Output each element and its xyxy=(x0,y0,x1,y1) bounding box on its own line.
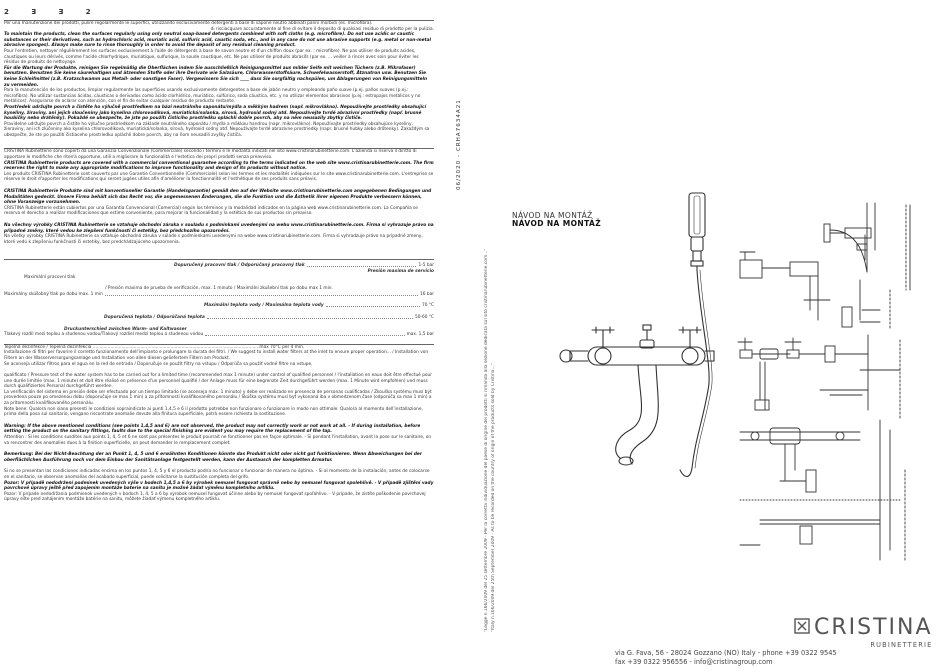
address-line-2: fax +39 0322 956556 - info@cristinagroup.com xyxy=(615,658,773,666)
section-header: 2 Ǝ Ǝ 2 xyxy=(4,8,101,16)
law-notice-en: "Italy n.166/2009 del 25th September 2009 - As to be recorded on the country of origin of the products sold by Cristina..." xyxy=(491,363,496,632)
logo-mark-icon xyxy=(794,618,810,634)
maintenance-fr: Pour l'entretien, nettoyer régulièrement les surfaces exclusivement à l'aide de détergents à base de savon neutre et d'un chiffon doux (par ex. : microfibre). Ne pas utiliser de produits acides, caustiques ou leurs dérivés, comme l'acide chlorhydrique, muriatique, sulfurique, la soude caustique, etc. Ne pas utiliser de produits abrasifs (par ex. ... veiller à rincer avec soin pour éviter les résidus de produits de nettoyage. xyxy=(4,48,419,66)
manual-text-column xyxy=(4,8,434,668)
warranty-es: CRISTINA Rubinetterie están cubiertos por una Garantía Convencional (Comercial) según los términos y la modalidad indicados en la página web www.cristinarubinetterie.com. La Compañía se reserva el derecho a realizar modificaciones que estime conveniente, para mejorar la funcionalidad y la estética de sus productos sin preaviso. xyxy=(4,205,418,217)
hand-shower-head xyxy=(689,193,705,270)
note-8: Attention : Si les conditions susdites aux points 1, 4, 5 et 6 ne sont pas présentes le produit pourrait ne fonctionner pas en façon optimale. - Si pendant l'installation, avant la pose sur le sanitaire, on va rencontrer des anomalies dues à la finition superficielle, on peut demander le remplacement complet. xyxy=(4,435,432,446)
test-pressure-value: 16 bar xyxy=(420,291,434,297)
warranty-sk: Na všetky výrobky CRISTINA Rubinetterie sa vzťahuje obchodná záruka v súlade s podmienkami uvedenými na webe www.cristinarubinetterie.com. Firma si vyhradzuje právo na prípadné zmeny, ktoré vedú k zlepšeniu funkčnosti či estetiky, bez predchádzajúceho upozornenia. xyxy=(4,234,423,245)
warranty-de: CRISTINA Rubinetterie Produkte sind mit konventioneller Garantie (Handelsgarantie) gemäß den auf der Website www.cristinarubinetterie.com angegebenen Bedingungen und Modalitäten gedeckt. Unsere Firma behält sich das Recht vor, die angemessenen Änderungen, die die Funktion und die Ästhetik ihrer eigenen Produkte verbessern können, ohne Voranzeige vorzunehmen. xyxy=(4,189,432,206)
warranty-en: CRISTINA Rubinetterie products are covered with a commercial conventional guarantee according to the terms indicated on the web site www.cristinarubinetterie.com. The firm reserves the right to make any appropriate modifications to improve functionality and design of its products without notice. xyxy=(4,160,434,172)
instructions-title: NÁVOD NA MONTÁŽ xyxy=(512,211,593,220)
maintenance-it: Per una manutenzione dei prodotti, pulire regolarmente le superfici, utilizzando esclusivamente detergenti a base di sapone neutro abbinati panni morbidi (es. microfibra). xyxy=(4,21,373,26)
company-address xyxy=(615,649,837,667)
note-11: Pozor: V případě nedodržení podmínek uvedených výše v bodech 1,4,5 a 6 by výrobek nemusel fungovat správně nebo by nemusel fungovat spolehlivě. - V případě zjištění vady povrchové úpravy ještě před zapojením montáže baterie na sanitu je možné žádat výměnu kompletního artiklu. xyxy=(4,480,434,492)
logo-name: CRISTINA xyxy=(814,615,933,640)
diff-label-cz: Tlakový rozdíl mezi teplou a studenou vodou/Tlakový rozdiel medzi teplou a studenou vodou xyxy=(4,332,204,338)
cristina-logo xyxy=(814,615,933,649)
installation-diagram-lower xyxy=(738,335,900,420)
maintenance-sk: Pravidelne udržujte povrch a čistite ho výlučne prostriedkom na základe neutrálneho saponátu / mydla a mäkkou handrou (napr. mikrovlákno). Nepoužívajte prostriedky obsahujúce kyseliny, žieraviny, ani ich zlúčeniny ako kyselina chlorovodíková, muriatická/solanka, sírová, hydroxid sodný atď. Nepoužívajte tvrdé abrazívne prostriedky (napr. brusné hubky alebo drôtenky). Zakaždým sa ubezpečte, že ste po použití čistiaceho prostriedku opláchli dobre povrch, aby na ňom neusadili zvyšky čističa. xyxy=(4,121,430,138)
note-4: qualificato / Pressure test of the water system has to be carried out for a limited time (recommended max 1 minute) under control of qualified personnel / l'installation en eaux doit être effectué pour une durée limitée (max. 1 minute) et doit être réalisé en présence d'un personnel qualifié / der Anlage muss für eine begrenzte Zeit durchgeführt werden (max. 1 Minute wird empfohlen) und muss durch qualifiziertes Personal durchgeführt werden. xyxy=(4,373,433,390)
note-3: Se aconseja utilizar filtros para el agua en la red de entrada / Doporučuje se použít filtry na vstupu / Odporúča sa použiť vodné filtre na vstupe. xyxy=(4,361,313,367)
note-12: Pozor: V prípade nedodržania podmienok uvedených v bodoch 1, 4, 5 a 6 by výrobok nemusel fungovať účinne alebo by nemusel fungovať spoľahlivo. - V prípade, že zistíte poškodenie povrchovej úpravy ešte pred zahájením montáže batérie na sanitu, môžete žiadať výmenu kompletného artiklu. xyxy=(4,491,426,503)
note-1: Tepelná dezinfekce / Tepelná dezinfekcia ..........................................................................................................................max 70°C per 4 min. xyxy=(4,344,305,350)
mixer-body xyxy=(560,325,714,365)
logo-subtitle: RUBINETTERIE xyxy=(870,641,933,649)
maintenance-it-2: di risciacquare accuratamente al fine di evitare il deposito di qualsiasi residuo di prodotto per la pulizia. xyxy=(210,26,434,32)
note-5: La verificación del sistema en presión debe ser efectuado por un tiempo limitado (se aconseja máx. 1 minuto) y debe ser realizado en presencia de personas cualificadas / Zkouška systému musí být provedena pouze po omezenou dobu (doporučuje se max 1 min) a za přítomnosti kvalifikovaného personálu / Skúška systému musí byť vykonaná iba v obmedzenom čase (odporúča sa max 1 min) a za prítomnosti kvalifikovaného personálu. xyxy=(4,389,432,407)
doc-code: 06/2020 - CRHA7634A21 xyxy=(456,99,462,190)
note-10: Si no se presentan las condiciones indicadas encima en los puntos 1, 4, 5 y 6 el producto podría no funcionar o funcionar de manera no óptima. - Si al momento de la instalación, antes de colocarse en el sanitario, se observan anomalías del acabado superficial, puede solicitarse la sustitución completa del grifo. xyxy=(4,469,430,480)
warranty-it: CRISTINA Rubinetterie sono coperti da una Garanzia Convenzionale (Commerciale) secondo i termini e le modalità indicati nel sito www.cristinarubinetterie.com. L'azienda si riserva il diritto di apportare le modifiche che riterrà opportune, utili a migliorare la funzionalità e l'estetica dei propri prodotti senza preavviso. xyxy=(4,149,417,161)
warranty-cz: Na všechny výrobky CRISTINA Rubinetterie se vztahuje obchodní záruka v souladu s podmínkami uvedenými na webu www.cristinarubinetterie.com. Firma si vyhrazuje právo na případné změny, které vedou ke zlepšení funkčnosti či estetiky, bez předchozího upozornění. xyxy=(4,223,434,234)
temp-label: Maximální teplota vody / Maximálna teplota vody xyxy=(204,303,324,309)
maintenance-en: To maintain the products, clean the surfaces regularly using only neutral soap-based detergents combined with soft cloths (e.g. microfibre). Do not use acidic or caustic substances or their derivatives, such as hydrochloric acid, muriatic acid, sulfuric acid, caustic soda, etc., and in any case do not use abrasive supports (e.g. metal or non-metal abrasive sponges). Always make sure to rinse thoroughly in order to avoid the deposit of any residual cleaning product. xyxy=(4,32,431,49)
warranty-fr: Les produits CRISTINA Rubinetterie sont couverts par une Garantie Conventionnelle (Commerciale) selon les termes et les modalités indiquées sur le site www.cristinarubinetterie.com. L'entreprise se réserve le droit d'apporter les modifications qui seront jugées utiles afin d'améliorer la fonctionnalité et l'esthétique de ses produits sans préavis. xyxy=(4,171,434,183)
note-7: Warning: If the above mentioned conditions (see points 1,4,5 and 6) are not observed, the product may not correctly work or not work at all. - If during installation, before setting the product on the sanitary fittings, faults due to the special finishing are evident you may require the replacement of the tap. xyxy=(4,423,421,435)
maintenance-cz: Prostředek udržujte povrch a čistěte ho výlučně prostředkem na bázi neutrálního saponátu/mýdla a měkkým hadrem (např. mikrovlákno). Nepoužívejte prostředky obsahující kyseliny, žíraviny, ani jejich sloučeniny jako kyselina chlorovodíková, muriatická/solanka, sírová, hydroxid sodný atd. Nepoužívejte tvrdé abrazivní prostředky (např. brusné houbičky nebo drátěnky). Pokaždé se ubezpečte, že jste po použití čisticího prostředku opláchli dobře povrch, aby na něm neusazily zbytky čističe. xyxy=(4,104,427,122)
divider xyxy=(4,259,434,260)
max-pressure-label: Maximální pracovní tlak xyxy=(24,274,76,280)
notes-section xyxy=(4,345,434,503)
test-pressure: / Presión maxima de prueba de verificación, max. 1 minuto / Maximální zkušební tlak po dobu max 1 min. xyxy=(105,286,333,292)
diff-label: Druckunterschied zwischen Warm- und Kaltwasser xyxy=(64,326,187,332)
diff-value: max. 1,5 bar xyxy=(406,332,434,338)
technical-specs xyxy=(4,263,434,337)
test-pressure-sk: Maximálny skúšobný tlak po dobu max. 1 min xyxy=(4,291,103,297)
instructions-title-bold: NÁVOD NA MONTÁŽ xyxy=(512,219,602,228)
pressure-label: Dopuručený pracovní tlak / Odporúčaný pracovný tlak xyxy=(174,263,305,269)
maintenance-es: Para la manutención de los productos, limpiar regularmente las superficies usando exclusivamente detergentes a base de jabón neutro y empleando paño suave (p.ej. paños suaves (p.ej.: microfibra). No utilizar sustancias ácidas, cáusticas o derivados como ácido clorhídrico, muriático, sulfúrico, soda cáustica, etc. y no utilizar elementos abrasivos (p.ej.: estropajos metálicos y no metálicos). Asegurarse de aclarar con atención, con el fin de evitar cualquier residuo de producto restante. xyxy=(4,88,421,105)
maintenance-section xyxy=(4,21,434,138)
installation-diagram-bottom xyxy=(740,420,905,560)
address-line-1: via G. Fava, 56 - 28024 Gozzano (NO) Italy - phone +39 0322 9545 xyxy=(615,649,837,657)
temp2-value: 50-60 °C xyxy=(414,314,434,320)
law-notice: "Legge n.166/2009 del 25 settembre 2009 - Per la corretta individuazione del paese di origine dei prodotti si rimanda alla sezione dedicata sul sito cristinarubinetterie.com..." xyxy=(484,248,489,632)
note-2: Installazione di filtri per favorire il corretto funzionamento dell'impianto e prolungare la durata dei filtri. / We suggest to install water filters at the inlet to ensure proper operation... / Installation von Filtern an der Wasserversorgungsanlage und Installation von allen diesen geliefertem Filtern am Produkt. xyxy=(4,350,429,361)
temp-value: 70 °C xyxy=(422,303,434,309)
note-9: Bemerkung: Bei der Nicht-Beachtung der an Punkt 1, 4, 5 und 6 erwähnten Konditionen könnte das Produkt nicht oder nicht gut funktionieren. Wenn Abweichungen bei der oberflächlichen Ausführung noch vor dem Einbau der Sanitätsanlage festgestellt werden, kann der Austausch der kompletten Armatur. xyxy=(4,452,422,463)
installation-diagram-mid xyxy=(740,252,890,330)
temp2-label: Doporučená teplota / Odporúčaná teplota xyxy=(104,314,205,320)
installation-diagram-top xyxy=(824,203,910,290)
shower-hose xyxy=(680,270,709,477)
warranty-section xyxy=(4,149,434,245)
pressure-es: Presión maxima de servicio xyxy=(367,268,434,274)
note-6: Note bene: Qualora non siano presenti le condizioni sopraindicate ai punti 1,4,5 e 6 il prodotto potrebbe non funzionare o funzionare in modo non ottimale. Qualora al momento dell'installazione, prima della posa sul sanitario, vengano riscontrate anomalie dovute alla finitura superficiale, potrà essere richiesta la sostituzione. xyxy=(4,406,423,418)
pressure-value: 1-5 bar xyxy=(418,263,434,269)
maintenance-de: Für die Wartung der Produkte, reinigen Sie regelmäßig die Oberflächen indem Sie ausschließlich Reinigungsmittel aus milder Seife mit weichen Tüchern (z.B. Mikrofaser) benutzen. Benutzen Sie keine säurehaltigen und ätzenden Stoffe oder ihre Derivate wie Salzsäure, Chlorwasserstoffsäure, Schwefelwasserstoff, Ätznatron usw. Benutzen Sie keine Schleifmittel (z.B. Kratzschwamm aus Metall- oder sonstigen Faser). Vergewissern Sie sich ____ dass Sie sorgfältig nachspülen, um Ablagerungen von Reinigungsmitteln zu vermeiden. xyxy=(4,65,428,88)
bath-spout xyxy=(616,365,659,465)
